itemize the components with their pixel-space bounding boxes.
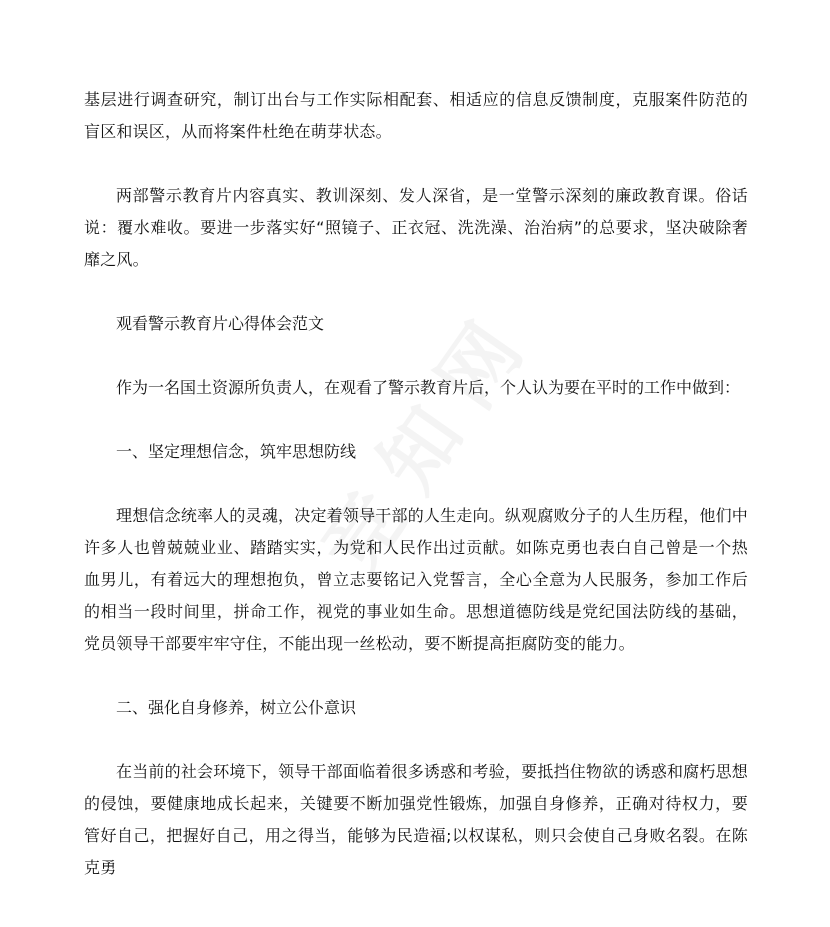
paragraph-warning-film: 两部警示教育片内容真实、教训深刻、发人深省，是一堂警示深刻的廉政教育课。俗话说：覆水难收。要进一步落实好“照镜子、正衣冠、洗洗澡、治治病”的总要求，坚决破除奢靡之风。: [84, 186, 748, 269]
paragraph-intro: 作为一名国土资源所负责人，在观看了警示教育片后，个人认为要在平时的工作中做到：: [116, 378, 741, 397]
heading-one: 一、坚定理想信念，筑牢思想防线: [116, 442, 357, 461]
paragraph-self-cultivation: 在当前的社会环境下，领导干部面临着很多诱惑和考验，要抵挡住物欲的诱惑和腐朽思想的侵蚀，要健康地成长起来，关键要不断加强党性锻炼，加强自身修养，正确对待权力，要管好自己，把握好自己，用之得当，能够为民造福;以权谋私，则只会使自己身败名裂。在陈克勇: [84, 762, 748, 877]
section-title: 观看警示教育片心得体会范文: [116, 314, 325, 333]
heading-two: 二、强化自身修养，树立公仆意识: [116, 698, 357, 717]
paragraph-continuation: 基层进行调查研究，制订出台与工作实际相配套、相适应的信息反馈制度，克服案件防范的盲区和误区，从而将案件杜绝在萌芽状态。: [84, 90, 748, 141]
paragraph-ideals: 理想信念统率人的灵魂，决定着领导干部的人生走向。纵观腐败分子的人生历程，他们中许多人也曾兢兢业业、踏踏实实，为党和人民作出过贡献。如陈克勇也表白自己曾是一个热血男儿，有着远大的理想抱负，曾立志要铭记入党誓言，全心全意为人民服务，参加工作后的相当一段时间里，拼命工作，视党的事业如生命。思想道德防线是党纪国法防线的基础，党员领导干部要牢牢守住，不能出现一丝松动，要不断提高拒腐防变的能力。: [84, 506, 748, 653]
